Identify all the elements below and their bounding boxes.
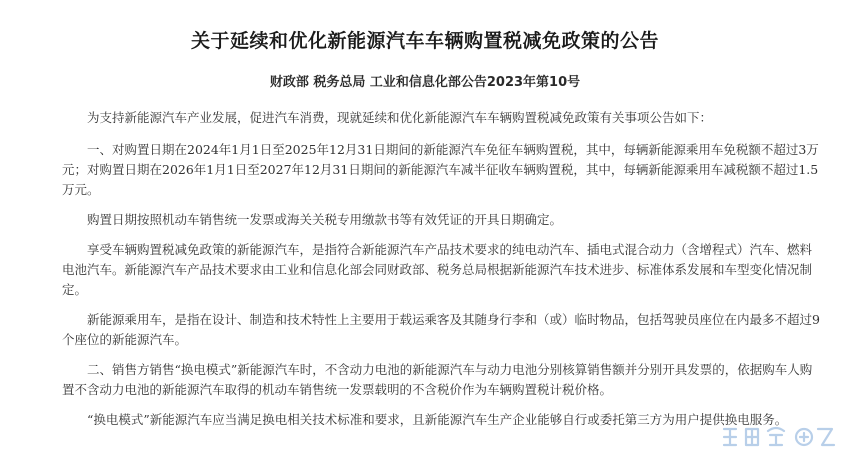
document-title: 关于延续和优化新能源汽车车辆购置税减免政策的公告	[190, 30, 659, 52]
paragraph-intro: 为支持新能源汽车产业发展，促进汽车消费，现就延续和优化新能源汽车车辆购置税减免政策有关事项公告如下：	[87, 110, 713, 125]
paragraph-2: 购置日期按照机动车销售统一发票或海关关税专用缴款书等有效凭证的开具日期确定。	[87, 212, 563, 227]
paragraph-5: 二、销售方销售“换电模式”新能源汽车时，不含动力电池的新能源汽车与动力电池分别核算销售额并分别开具发票的，依据购车人购置不含动力电池的新能源汽车取得的机动车销售统一发票载明的不含税价作为车辆购置税计税价格。	[62, 362, 813, 397]
paragraph-4: 新能源乘用车，是指在设计、制造和技术特性上主要用于载运乘客及其随身行李和（或）临时物品，包括驾驶员座位在内最多不超过9个座位的新能源汽车。	[62, 312, 820, 347]
document-subtitle: 财政部 税务总局 工业和信息化部公告2023年第10号	[269, 75, 581, 90]
watermark-logo-icon	[718, 423, 838, 449]
paragraph-6: “换电模式”新能源汽车应当满足换电相关技术标准和要求，且新能源汽车生产企业能够自行或委托第三方为用户提供换电服务。	[87, 412, 788, 427]
paragraph-1: 一、对购置日期在2024年1月1日至2025年12月31日期间的新能源汽车免征车辆购置税，其中，每辆新能源乘用车免税额不超过3万元；对购置日期在2026年1月1日至2027年12月31日期间的新能源汽车减半征收车辆购置税，其中，每辆新能源乘用车减税额不超过1.5万元。	[62, 142, 819, 197]
paragraph-3: 享受车辆购置税减免政策的新能源汽车，是指符合新能源汽车产品技术要求的纯电动汽车、插电式混合动力（含增程式）汽车、燃料电池汽车。新能源汽车产品技术要求由工业和信息化部会同财政部、税务总局根据新能源汽车技术进步、标准体系发展和车型变化情况制定。	[62, 242, 813, 297]
document-body	[62, 108, 822, 440]
